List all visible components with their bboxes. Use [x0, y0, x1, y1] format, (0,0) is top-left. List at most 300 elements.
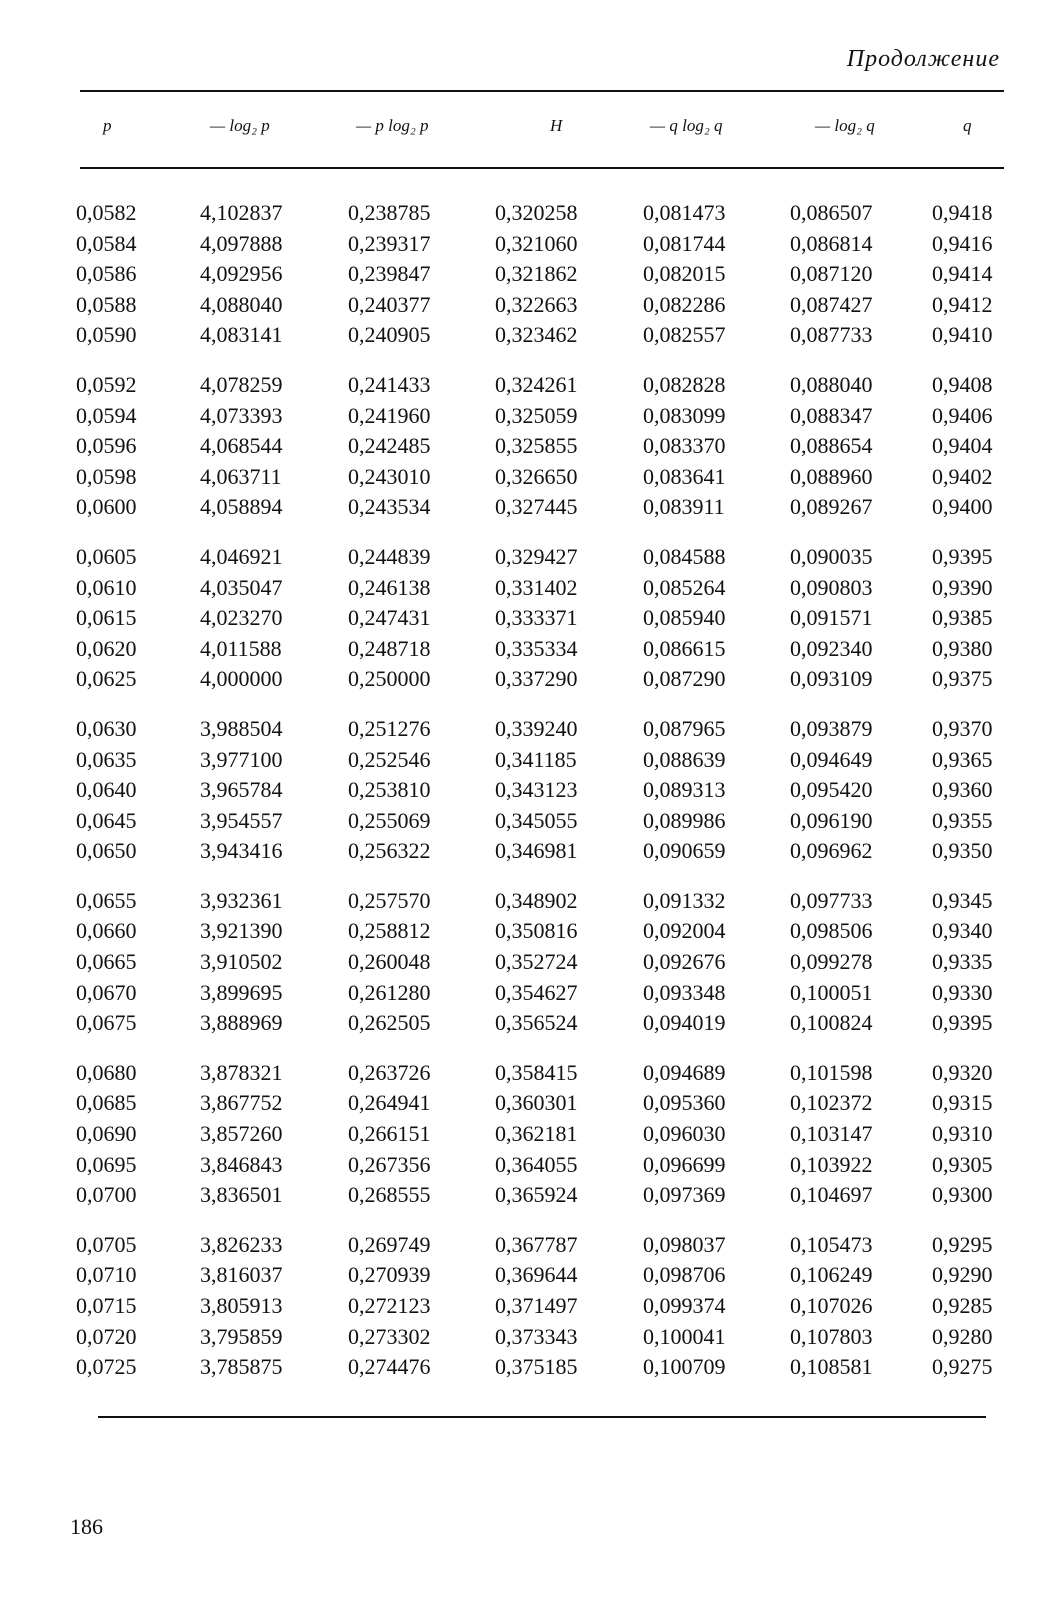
table-cell: 3,878321 [200, 1059, 283, 1085]
table-cell: 0,9330 [932, 979, 993, 1005]
table-cell: 4,097888 [200, 230, 283, 256]
table-cell: 0,096030 [643, 1121, 726, 1147]
table-cell: 0,088654 [790, 433, 873, 459]
table-cell: 4,046921 [200, 543, 283, 569]
table-cell: 0,0605 [76, 543, 137, 569]
table-cell: 4,092956 [200, 261, 283, 287]
table-cell: 0,354627 [495, 979, 578, 1005]
table-row [0, 575, 1058, 606]
table-cell: 3,977100 [200, 746, 283, 772]
table-cell: 0,9310 [932, 1121, 993, 1147]
table-cell: 0,260048 [348, 949, 431, 975]
table-cell: 3,805913 [200, 1293, 283, 1318]
table-cell: 0,238785 [348, 200, 431, 225]
table-cell: 0,9345 [932, 887, 993, 913]
table-cell: 0,096962 [790, 838, 873, 864]
table-cell: 0,9305 [932, 1151, 993, 1177]
table-cell: 0,089986 [643, 807, 726, 833]
table-cell: 0,097369 [643, 1182, 726, 1208]
table-cell: 0,089313 [643, 777, 726, 803]
table-cell: 3,932361 [200, 887, 283, 913]
table-cell: 0,099278 [790, 949, 873, 975]
table-cell: 0,325855 [495, 433, 578, 459]
table-cell: 0,243534 [348, 494, 431, 520]
table-cell: 0,241960 [348, 402, 431, 428]
table-row [0, 1324, 1058, 1355]
table-row [0, 1232, 1058, 1263]
table-cell: 3,795859 [200, 1323, 283, 1349]
table-row [0, 1182, 1058, 1213]
table-cell: 0,266151 [348, 1121, 431, 1147]
table-cell: 0,9385 [932, 605, 993, 631]
table-cell: 0,088960 [790, 463, 873, 489]
table-cell: 0,9404 [932, 433, 993, 459]
table-cell: 4,068544 [200, 433, 283, 459]
table-cell: 0,9285 [932, 1293, 993, 1318]
table-cell: 0,090035 [790, 543, 873, 569]
table-row [0, 666, 1058, 697]
table-cell: 0,086507 [790, 200, 873, 225]
table-cell: 4,088040 [200, 291, 283, 317]
table-cell: 0,0695 [76, 1151, 137, 1177]
table-cell: 0,248718 [348, 635, 431, 661]
table-cell: 0,9410 [932, 322, 993, 348]
table-cell: 0,9375 [932, 666, 993, 692]
table-cell: 0,082828 [643, 371, 726, 397]
table-cell: 0,093109 [790, 666, 873, 692]
table-cell: 0,0635 [76, 746, 137, 772]
table-cell: 0,9414 [932, 261, 993, 287]
table-cell: 3,910502 [200, 949, 283, 975]
table-cell: 4,058894 [200, 494, 283, 520]
table-cell: 3,826233 [200, 1231, 283, 1257]
table-cell: 0,9395 [932, 1010, 993, 1036]
table-cell: 0,324261 [495, 371, 578, 397]
table-row [0, 261, 1058, 292]
table-cell: 0,9335 [932, 949, 993, 975]
table-cell: 0,095420 [790, 777, 873, 803]
table-cell: 0,9280 [932, 1323, 993, 1349]
table-cell: 0,0590 [76, 322, 137, 348]
table-row [0, 231, 1058, 262]
table-cell: 0,9370 [932, 715, 993, 741]
table-row-group [0, 1232, 1058, 1385]
table-cell: 0,104697 [790, 1182, 873, 1208]
table-cell: 3,785875 [200, 1354, 283, 1380]
table-cell: 0,252546 [348, 746, 431, 772]
table-cell: 0,082015 [643, 261, 726, 287]
table-cell: 0,350816 [495, 918, 578, 944]
table-cell: 0,083099 [643, 402, 726, 428]
header-q: q [963, 116, 972, 135]
table-row-group [0, 200, 1058, 353]
table-cell: 0,0710 [76, 1262, 137, 1288]
table-cell: 4,000000 [200, 666, 283, 692]
table-cell: 0,239847 [348, 261, 431, 287]
table-cell: 0,094019 [643, 1010, 726, 1036]
table-cell: 0,9360 [932, 777, 993, 803]
table-cell: 0,085264 [643, 574, 726, 600]
continuation-label: Продолжение [846, 46, 1000, 72]
header-neg-log2-p: — log₂ p [210, 116, 270, 135]
table-cell: 0,0584 [76, 230, 137, 256]
table-cell: 0,348902 [495, 887, 578, 913]
table-cell: 0,0660 [76, 918, 137, 944]
table-cell: 0,0588 [76, 291, 137, 317]
table-cell: 0,095360 [643, 1090, 726, 1116]
table-row [0, 888, 1058, 919]
table-row [0, 747, 1058, 778]
table-cell: 3,836501 [200, 1182, 283, 1208]
table-cell: 0,0582 [76, 200, 137, 225]
table-row [0, 1090, 1058, 1121]
table-row [0, 464, 1058, 495]
table-cell: 0,097733 [790, 887, 873, 913]
table-cell: 0,0598 [76, 463, 137, 489]
table-cell: 0,321060 [495, 230, 578, 256]
table-cell: 0,273302 [348, 1323, 431, 1349]
table-cell: 0,358415 [495, 1059, 578, 1085]
table-row-group [0, 888, 1058, 1041]
table-cell: 0,101598 [790, 1059, 873, 1085]
table-cell: 0,093348 [643, 979, 726, 1005]
table-cell: 0,0625 [76, 666, 137, 692]
table-cell: 0,267356 [348, 1151, 431, 1177]
table-cell: 4,073393 [200, 402, 283, 428]
table-row [0, 777, 1058, 808]
table-cell: 0,369644 [495, 1262, 578, 1288]
table-cell: 0,082557 [643, 322, 726, 348]
table-cell: 0,352724 [495, 949, 578, 975]
table-cell: 0,083911 [643, 494, 725, 520]
table-cell: 0,9412 [932, 291, 993, 317]
table-cell: 3,846843 [200, 1151, 283, 1177]
table-cell: 3,954557 [200, 807, 283, 833]
table-cell: 0,322663 [495, 291, 578, 317]
table-row-group [0, 544, 1058, 697]
table-cell: 0,088040 [790, 371, 873, 397]
table-cell: 0,087120 [790, 261, 873, 287]
table-cell: 0,255069 [348, 807, 431, 833]
table-cell: 0,099374 [643, 1293, 726, 1318]
table-cell: 0,272123 [348, 1293, 431, 1318]
table-cell: 0,0645 [76, 807, 137, 833]
table-cell: 0,326650 [495, 463, 578, 489]
table-cell: 0,257570 [348, 887, 431, 913]
table-cell: 0,0630 [76, 715, 137, 741]
table-cell: 0,9320 [932, 1059, 993, 1085]
table-cell: 0,246138 [348, 574, 431, 600]
table-cell: 0,0700 [76, 1182, 137, 1208]
table-row [0, 980, 1058, 1011]
table-cell: 0,9340 [932, 918, 993, 944]
table-cell: 0,356524 [495, 1010, 578, 1036]
table-cell: 0,346981 [495, 838, 578, 864]
header-h: H [550, 116, 563, 135]
table-cell: 0,0592 [76, 371, 137, 397]
table-cell: 0,9300 [932, 1182, 993, 1208]
table-cell: 0,103147 [790, 1121, 873, 1147]
bottom-rule [98, 1416, 986, 1418]
table-cell: 0,375185 [495, 1354, 578, 1380]
table-cell: 4,102837 [200, 200, 283, 225]
table-cell: 4,011588 [200, 635, 282, 661]
table-cell: 0,083641 [643, 463, 726, 489]
table-cell: 0,256322 [348, 838, 431, 864]
table-cell: 0,331402 [495, 574, 578, 600]
table-cell: 0,0600 [76, 494, 137, 520]
table-row-group [0, 372, 1058, 525]
table-cell: 0,0725 [76, 1354, 137, 1380]
table-cell: 0,093879 [790, 715, 873, 741]
table-cell: 0,087290 [643, 666, 726, 692]
table-cell: 0,364055 [495, 1151, 578, 1177]
table-row [0, 605, 1058, 636]
table-cell: 0,100824 [790, 1010, 873, 1036]
table-cell: 0,240905 [348, 322, 431, 348]
table-row [0, 403, 1058, 434]
table-cell: 0,250000 [348, 666, 431, 692]
table-cell: 0,090659 [643, 838, 726, 864]
table-cell: 0,341185 [495, 746, 577, 772]
table-cell: 0,0690 [76, 1121, 137, 1147]
table-cell: 0,9275 [932, 1354, 993, 1380]
table-row [0, 1262, 1058, 1293]
table-cell: 0,0650 [76, 838, 137, 864]
table-cell: 0,321862 [495, 261, 578, 287]
table-cell: 0,242485 [348, 433, 431, 459]
table-cell: 0,9350 [932, 838, 993, 864]
table-cell: 0,0610 [76, 574, 137, 600]
table-cell: 0,096190 [790, 807, 873, 833]
table-cell: 4,035047 [200, 574, 283, 600]
table-cell: 4,083141 [200, 322, 283, 348]
table-cell: 0,0655 [76, 887, 137, 913]
table-cell: 0,327445 [495, 494, 578, 520]
table-cell: 0,090803 [790, 574, 873, 600]
table-cell: 0,239317 [348, 230, 431, 256]
table-row-group [0, 1060, 1058, 1213]
table-cell: 0,105473 [790, 1231, 873, 1257]
table-cell: 0,9395 [932, 543, 993, 569]
table-cell: 0,098706 [643, 1262, 726, 1288]
table-cell: 0,251276 [348, 715, 431, 741]
table-cell: 0,0720 [76, 1323, 137, 1349]
table-cell: 0,091571 [790, 605, 873, 631]
table-cell: 0,107026 [790, 1293, 873, 1318]
table-cell: 0,268555 [348, 1182, 431, 1208]
table-cell: 3,867752 [200, 1090, 283, 1116]
table-cell: 3,943416 [200, 838, 283, 864]
table-cell: 0,0586 [76, 261, 137, 287]
table-row [0, 322, 1058, 353]
table-row [0, 494, 1058, 525]
table-row [0, 716, 1058, 747]
table-cell: 0,0705 [76, 1231, 137, 1257]
table-cell: 0,371497 [495, 1293, 578, 1318]
table-cell: 4,063711 [200, 463, 282, 489]
table-cell: 0,244839 [348, 543, 431, 569]
table-cell: 0,107803 [790, 1323, 873, 1349]
table-cell: 0,087427 [790, 291, 873, 317]
table-cell: 0,270939 [348, 1262, 431, 1288]
table-cell: 0,241433 [348, 371, 431, 397]
table-row [0, 808, 1058, 839]
table-row [0, 636, 1058, 667]
table-cell: 0,9416 [932, 230, 993, 256]
table-row [0, 949, 1058, 980]
table-row [0, 200, 1058, 231]
table-cell: 0,337290 [495, 666, 578, 692]
table-cell: 0,081473 [643, 200, 726, 225]
table-cell: 0,333371 [495, 605, 578, 631]
table-cell: 0,269749 [348, 1231, 431, 1257]
table-cell: 0,274476 [348, 1354, 431, 1380]
table-cell: 0,0594 [76, 402, 137, 428]
table-cell: 0,0675 [76, 1010, 137, 1036]
table-cell: 0,098506 [790, 918, 873, 944]
table-cell: 0,9390 [932, 574, 993, 600]
table-cell: 0,100041 [643, 1323, 726, 1349]
table-cell: 0,083370 [643, 433, 726, 459]
table-cell: 0,9290 [932, 1262, 993, 1288]
table-cell: 0,100051 [790, 979, 873, 1005]
table-cell: 0,9295 [932, 1231, 993, 1257]
table-row [0, 292, 1058, 323]
table-cell: 3,888969 [200, 1010, 283, 1036]
table-cell: 0,091332 [643, 887, 726, 913]
table-cell: 0,323462 [495, 322, 578, 348]
table-cell: 3,816037 [200, 1262, 283, 1288]
table-cell: 0,086814 [790, 230, 873, 256]
table-cell: 0,092340 [790, 635, 873, 661]
table-cell: 0,0715 [76, 1293, 137, 1318]
table-cell: 0,240377 [348, 291, 431, 317]
table-cell: 0,0670 [76, 979, 137, 1005]
table-cell: 0,092004 [643, 918, 726, 944]
table-cell: 0,258812 [348, 918, 431, 944]
table-cell: 0,094649 [790, 746, 873, 772]
table-cell: 0,9408 [932, 371, 993, 397]
table-cell: 0,096699 [643, 1151, 726, 1177]
table-cell: 3,899695 [200, 979, 283, 1005]
table-cell: 0,081744 [643, 230, 726, 256]
header-neg-p-log2-p: — p log₂ p [356, 116, 429, 135]
table-cell: 0,108581 [790, 1354, 873, 1380]
table-cell: 0,084588 [643, 543, 726, 569]
table-cell: 0,247431 [348, 605, 431, 631]
table-cell: 0,325059 [495, 402, 578, 428]
top-rule [80, 90, 1004, 92]
table-cell: 4,023270 [200, 605, 283, 631]
table-cell: 3,988504 [200, 715, 283, 741]
table-cell: 3,857260 [200, 1121, 283, 1147]
table-cell: 0,0615 [76, 605, 137, 631]
table-cell: 0,088347 [790, 402, 873, 428]
table-cell: 0,343123 [495, 777, 578, 803]
table-cell: 0,329427 [495, 543, 578, 569]
table-cell: 0,0685 [76, 1090, 137, 1116]
table-cell: 0,9355 [932, 807, 993, 833]
table-cell: 0,0620 [76, 635, 137, 661]
table-cell: 0,0640 [76, 777, 137, 803]
table-cell: 0,9400 [932, 494, 993, 520]
table-row [0, 433, 1058, 464]
table-cell: 0,082286 [643, 291, 726, 317]
table-cell: 0,0680 [76, 1059, 137, 1085]
table-cell: 0,263726 [348, 1059, 431, 1085]
table-cell: 0,367787 [495, 1231, 578, 1257]
table-cell: 0,360301 [495, 1090, 578, 1116]
table-row [0, 1152, 1058, 1183]
table-cell: 0,253810 [348, 777, 431, 803]
table-cell: 0,335334 [495, 635, 578, 661]
table-cell: 0,094689 [643, 1059, 726, 1085]
table-cell: 0,0665 [76, 949, 137, 975]
entropy-table-body [0, 200, 1058, 1404]
table-cell: 0,085940 [643, 605, 726, 631]
table-cell: 0,0596 [76, 433, 137, 459]
table-cell: 0,264941 [348, 1090, 431, 1116]
table-cell: 0,339240 [495, 715, 578, 741]
table-row [0, 838, 1058, 869]
header-neg-log2-q: — log₂ q [815, 116, 875, 135]
table-cell: 0,9402 [932, 463, 993, 489]
table-row [0, 1293, 1058, 1324]
table-cell: 3,921390 [200, 918, 283, 944]
table-row [0, 1354, 1058, 1385]
header-p: p [103, 116, 112, 135]
table-row [0, 1121, 1058, 1152]
table-row [0, 1060, 1058, 1091]
table-cell: 0,088639 [643, 746, 726, 772]
table-cell: 0,243010 [348, 463, 431, 489]
table-cell: 4,078259 [200, 371, 283, 397]
table-cell: 0,092676 [643, 949, 726, 975]
header-rule [80, 167, 1004, 169]
page-number: 186 [70, 1514, 103, 1539]
table-cell: 0,102372 [790, 1090, 873, 1116]
table-header [0, 116, 1058, 146]
table-cell: 0,087965 [643, 715, 726, 741]
table-cell: 0,087733 [790, 322, 873, 348]
table-cell: 0,365924 [495, 1182, 578, 1208]
table-cell: 0,106249 [790, 1262, 873, 1288]
table-row [0, 1010, 1058, 1041]
table-row [0, 918, 1058, 949]
table-cell: 3,965784 [200, 777, 283, 803]
table-cell: 0,320258 [495, 200, 578, 225]
table-cell: 0,262505 [348, 1010, 431, 1036]
table-cell: 0,261280 [348, 979, 431, 1005]
table-cell: 0,345055 [495, 807, 578, 833]
table-cell: 0,086615 [643, 635, 726, 661]
table-row [0, 372, 1058, 403]
table-cell: 0,103922 [790, 1151, 873, 1177]
header-neg-q-log2-q: — q log₂ q [650, 116, 723, 135]
table-row [0, 544, 1058, 575]
table-cell: 0,373343 [495, 1323, 578, 1349]
table-cell: 0,089267 [790, 494, 873, 520]
table-cell: 0,362181 [495, 1121, 578, 1147]
table-cell: 0,9418 [932, 200, 993, 225]
table-cell: 0,9365 [932, 746, 993, 772]
table-cell: 0,9406 [932, 402, 993, 428]
table-cell: 0,098037 [643, 1231, 726, 1257]
table-cell: 0,100709 [643, 1354, 726, 1380]
table-row-group [0, 716, 1058, 869]
table-cell: 0,9315 [932, 1090, 993, 1116]
